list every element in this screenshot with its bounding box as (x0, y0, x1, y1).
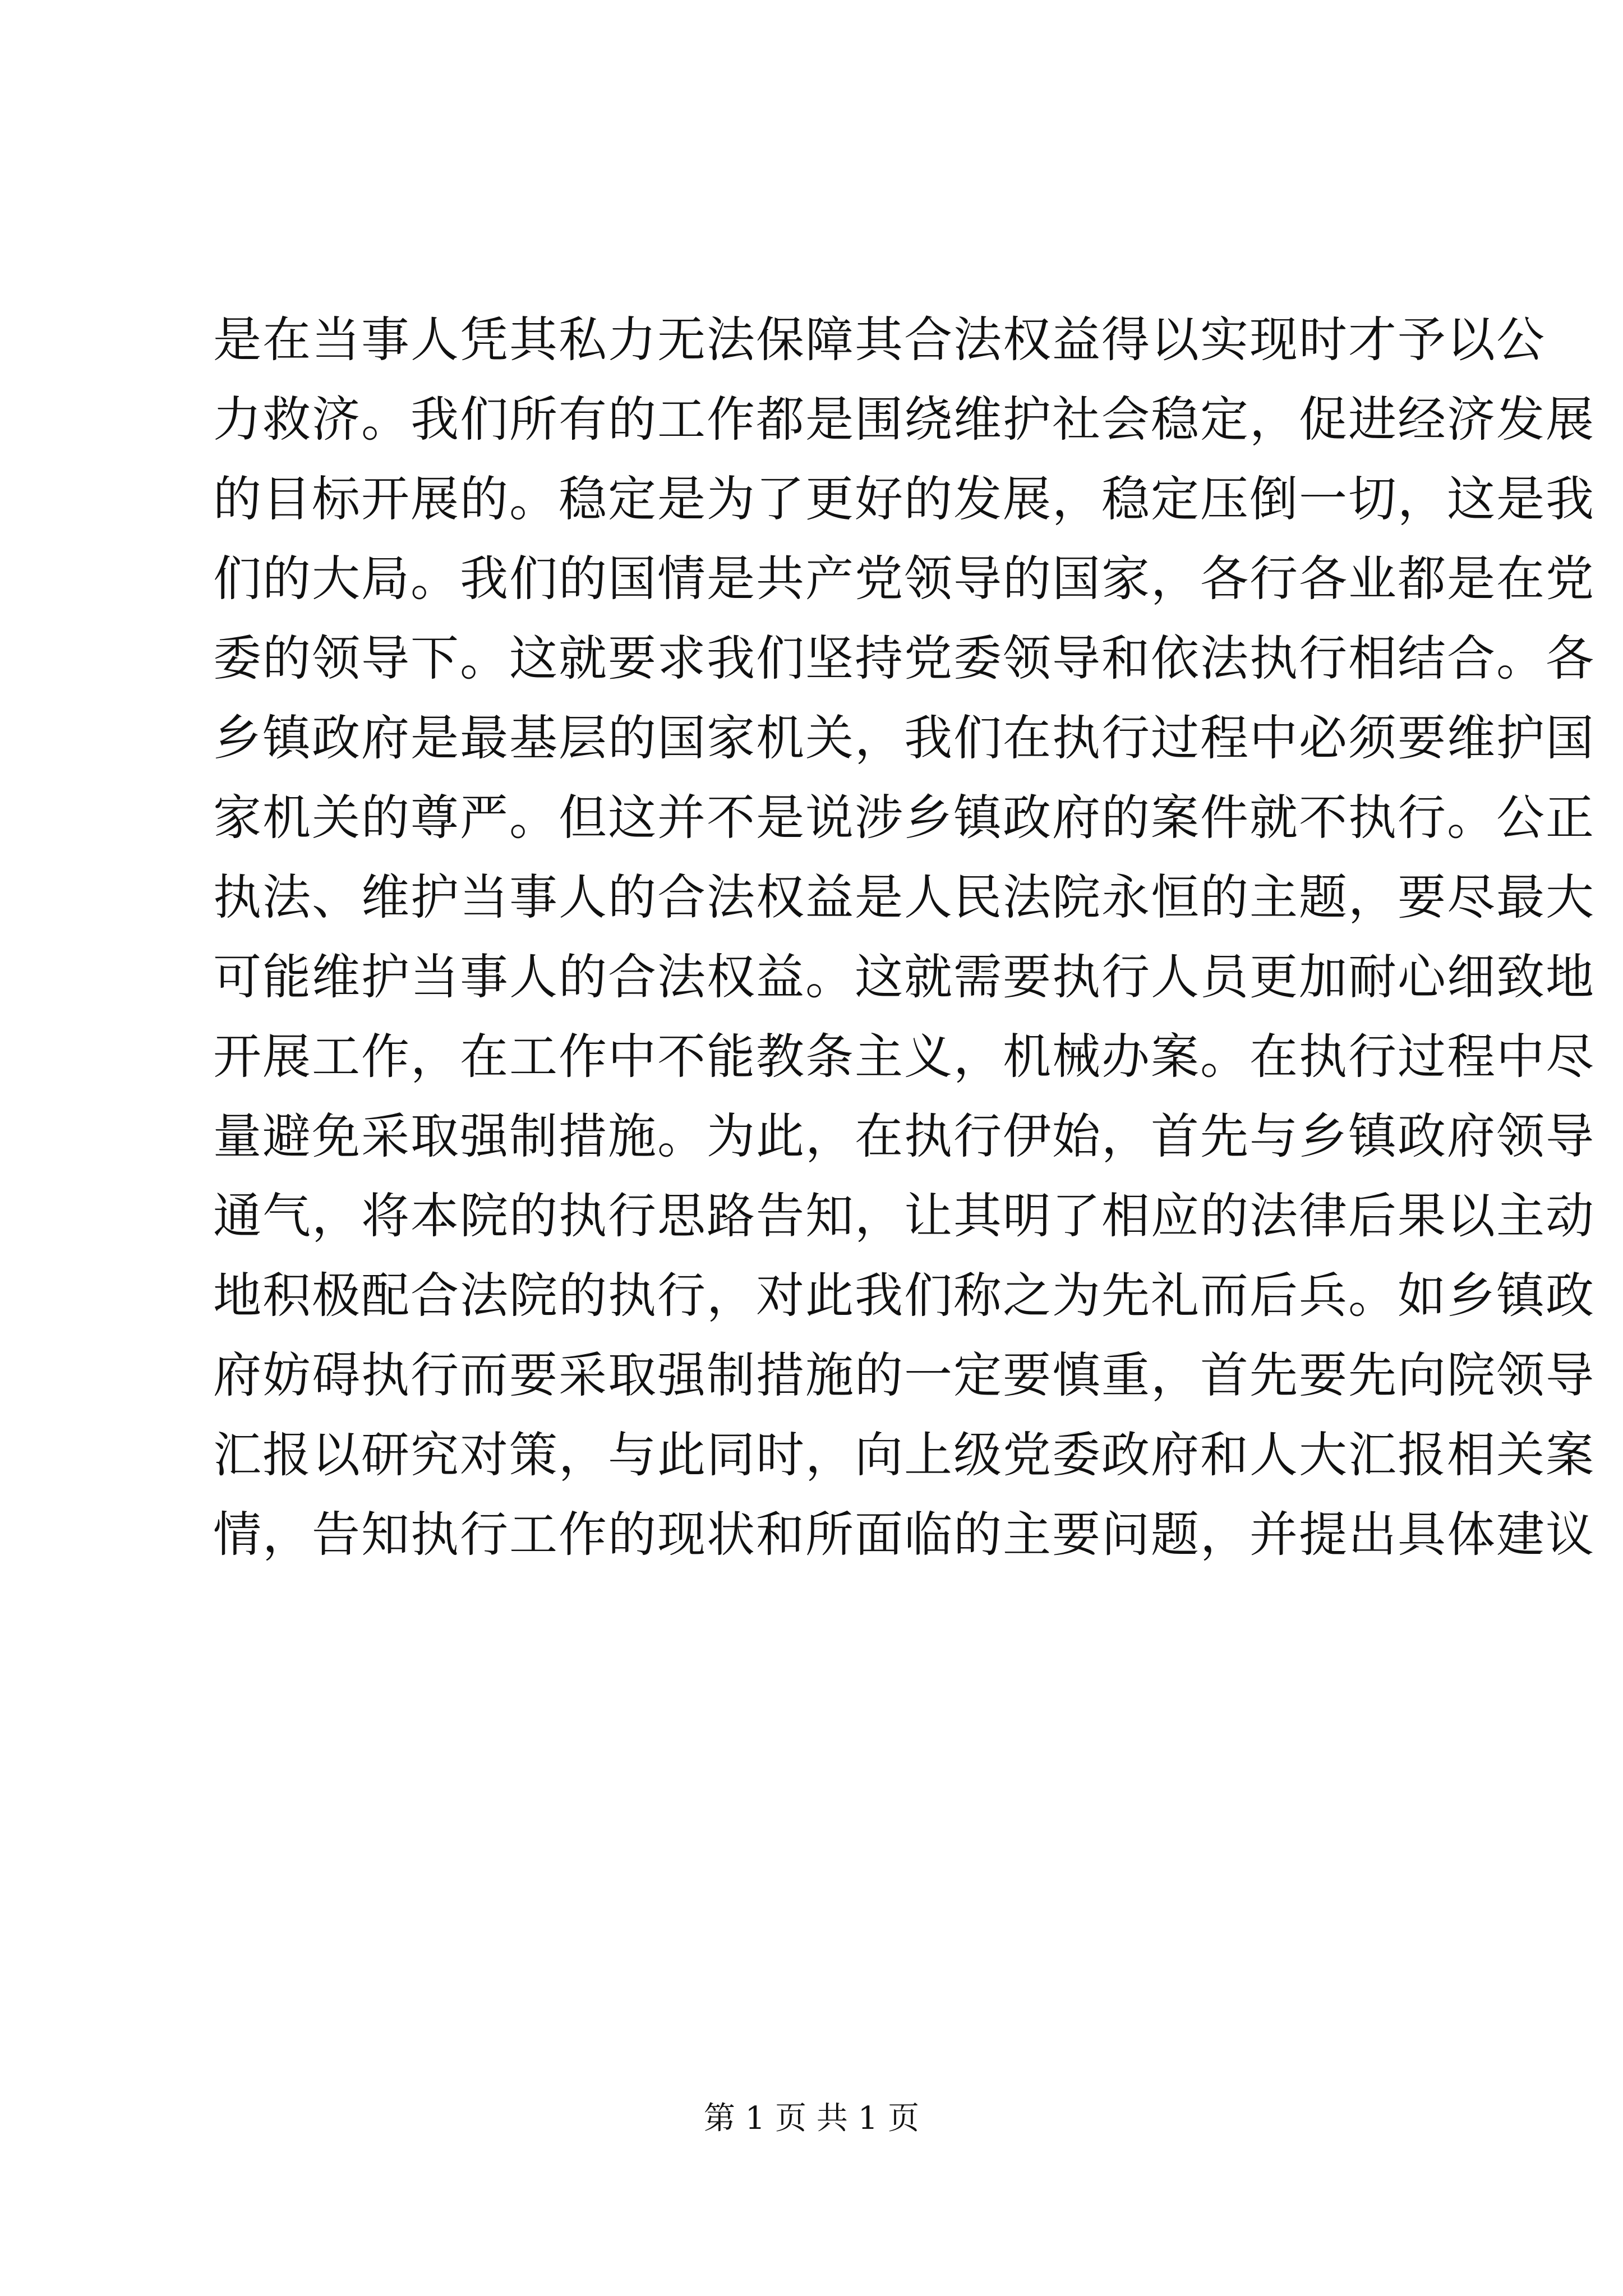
text-line: 力救济。我们所有的工作都是围绕维护社会稳定，促进经济发展 (213, 392, 1595, 448)
text-line: 可能维护当事人的合法权益。这就需要执行人员更加耐心细致地 (213, 949, 1595, 1005)
text-line: 府妨碍执行而要采取强制措施的一定要慎重，首先要先向院领导 (213, 1347, 1595, 1404)
text-line: 情，告知执行工作的现状和所面临的主要问题，并提出具体建议 (213, 1507, 1595, 1563)
text-line: 委的领导下。这就要求我们坚持党委领导和依法执行相结合。各 (213, 631, 1595, 687)
text-line: 地积极配合法院的执行，对此我们称之为先礼而后兵。如乡镇政 (213, 1268, 1595, 1324)
text-line: 汇报以研究对策，与此同时，向上级党委政府和人大汇报相关案 (213, 1427, 1595, 1483)
text-line: 乡镇政府是最基层的国家机关，我们在执行过程中必须要维护国 (213, 710, 1595, 766)
text-line: 通气，将本院的执行思路告知，让其明了相应的法律后果以主动 (213, 1188, 1595, 1244)
text-line: 开展工作，在工作中不能教条主义，机械办案。在执行过程中尽 (213, 1029, 1595, 1085)
text-line: 们的大局。我们的国情是共产党领导的国家，各行各业都是在党 (213, 551, 1595, 607)
text-line: 家机关的尊严。但这并不是说涉乡镇政府的案件就不执行。公正 (213, 790, 1595, 846)
text-line: 的目标开展的。稳定是为了更好的发展，稳定压倒一切，这是我 (213, 471, 1595, 527)
page-number-label: 第 1 页 共 1 页 (703, 2100, 920, 2137)
text-line: 是在当事人凭其私力无法保障其合法权益得以实现时才予以公 (213, 312, 1546, 368)
text-line: 量避免采取强制措施。为此，在执行伊始，首先与乡镇政府领导 (213, 1108, 1595, 1165)
text-line: 执法、维护当事人的合法权益是人民法院永恒的主题，要尽最大 (213, 869, 1595, 926)
body-text (213, 300, 1595, 1575)
page-footer (0, 2096, 1623, 2141)
